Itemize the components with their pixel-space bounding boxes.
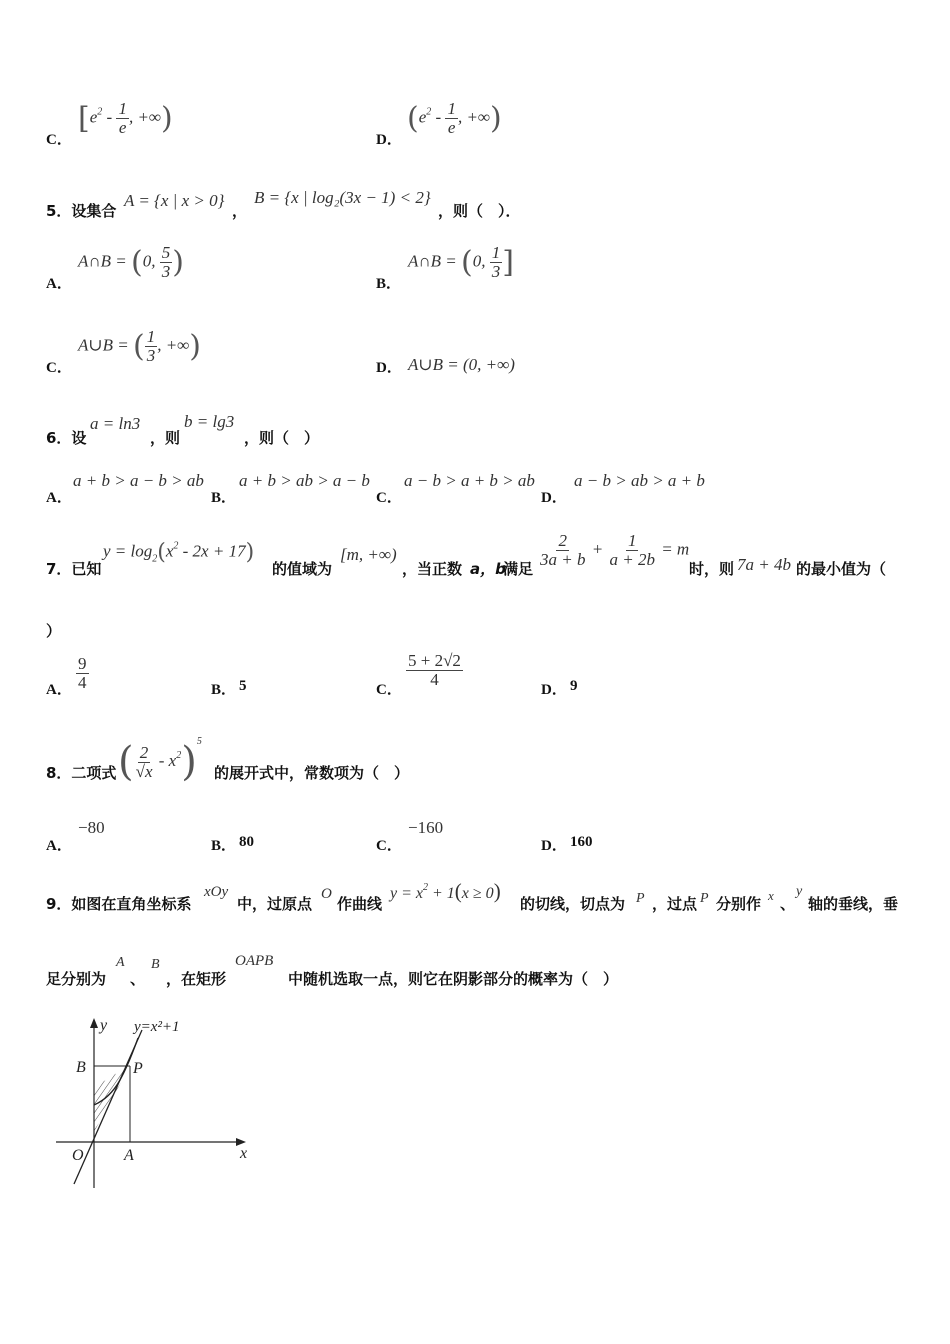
q9-o: O (321, 886, 332, 902)
q7-range: [m, +∞) (340, 545, 397, 564)
q9-p1: P (636, 891, 645, 906)
q6-option-b-expr: a + b > ab > a − b (239, 471, 370, 490)
q9-y: y (796, 884, 803, 899)
q7-t2: ，当正数 (402, 560, 463, 578)
q7-t4: 时，则 (689, 560, 735, 578)
q5-option-c-expr: A∪B = ( $\frac{1}{3}$ , +∞) (78, 327, 202, 365)
q4-option-c-expr: [$e^2$ - $\frac{1}{e}$ , +∞) (78, 99, 173, 137)
q7-option-a-label: A． (46, 682, 72, 698)
q6-option-d-expr: a − b > ab > a + b (574, 471, 705, 490)
q6-option-c-label: C． (376, 490, 402, 506)
q6-option-c-expr: a − b > a + b > ab (404, 471, 535, 490)
q9-b: B (151, 957, 160, 972)
figure-curve-label: y=x²+1 (134, 1019, 180, 1035)
q9-x: x (768, 888, 774, 903)
y-axis-arrow (90, 1018, 98, 1028)
q6-b-def: b = lg3 (184, 412, 235, 431)
q5-option-d-expr: A∪B = (0, +∞) (408, 355, 515, 374)
figure-b-label: B (76, 1059, 86, 1076)
q8-option-c-label: C． (376, 838, 402, 854)
q9-t11: 中随机选取一点，则它在阴影部分的概率为（ ） (288, 970, 619, 988)
q4-option-d-label: D． (376, 132, 402, 148)
q7-target: 7a + 4b (737, 555, 791, 574)
q9-curve: $y = x^2 + 1(x \ge 0)$ (390, 879, 501, 903)
q9-t8: 足分别为 (46, 970, 107, 988)
q7-t5: 的最小值为（ (796, 560, 887, 578)
q9-p2: P (700, 891, 709, 906)
q4-option-d-expr: ($e^2$ - $\frac{1}{e}$ , +∞) (407, 99, 502, 137)
figure-o-label: O (72, 1147, 84, 1164)
q5-set-b: B = {x | log₂(3x − 1) < 2} (254, 188, 431, 207)
q6-option-d-label: D． (541, 490, 567, 506)
q5-tail: ，则（ ）． (438, 202, 521, 220)
q5-option-a-expr: A∩B = (0, $\frac{5}{3}$ ) (78, 243, 184, 281)
q7-option-a-expr: $\frac{9}{4}$ (78, 654, 87, 692)
q6-tail: ，则（ ） (244, 429, 320, 447)
q9-t10: ，在矩形 (166, 970, 227, 988)
q8-option-a-expr: −80 (78, 818, 105, 837)
q5-number: 5．设集合 (46, 202, 117, 220)
q6-option-b-label: B． (211, 490, 237, 506)
q7-t6: ） (46, 622, 62, 640)
figure-x-axis-label: x (240, 1145, 248, 1162)
q9-t2: 作曲线 (337, 895, 383, 913)
q8-number: 8．二项式 (46, 764, 117, 782)
figure-p-label: P (133, 1060, 143, 1077)
q9-t6: 、 (780, 895, 796, 913)
q7-t1: 的值域为 (272, 560, 333, 578)
q9-figure (50, 1010, 260, 1195)
q9-t7: 轴的垂线，垂 (808, 895, 899, 913)
q9-t9: 、 (130, 970, 146, 988)
q8-option-a-label: A． (46, 838, 72, 854)
q6-option-a-expr: a + b > a − b > ab (73, 471, 204, 490)
q8-option-b-expr: 80 (239, 834, 254, 850)
q8-option-d-label: D． (541, 838, 567, 854)
q5-comma: ， (232, 202, 248, 220)
q8-expression: ( $\frac{2}{√x}$ - $x^2)^5$ (118, 736, 202, 786)
q5-option-b-expr: A∩B = (0, $\frac{1}{3}$ ] (408, 243, 514, 281)
q4-option-c-label: C． (46, 132, 72, 148)
q9-t1: 中，过原点 (237, 895, 313, 913)
q5-option-a-label: A． (46, 276, 72, 292)
q6-number: 6．设 (46, 429, 87, 447)
q8-option-c-expr: −160 (408, 818, 444, 837)
q7-option-d-label: D． (541, 682, 567, 698)
q8-option-d-expr: 160 (570, 834, 593, 850)
figure-y-axis-label: y (100, 1017, 108, 1034)
q9-a: A (116, 955, 125, 970)
q7-option-b-expr: 5 (239, 678, 247, 694)
q6-a-def: a = ln3 (90, 414, 141, 433)
q7-ab: a，b (470, 560, 506, 578)
q5-option-d-label: D． (376, 360, 402, 376)
q9-t3: 的切线，切点为 (520, 895, 626, 913)
q8-option-b-label: B． (211, 838, 237, 854)
q7-number: 7．已知 (46, 560, 102, 578)
q9-rect: OAPB (235, 953, 274, 969)
q7-option-b-label: B． (211, 682, 237, 698)
q9-number: 9．如图在直角坐标系 (46, 895, 192, 913)
figure-a-label: A (124, 1147, 134, 1164)
q7-option-d-expr: 9 (570, 678, 578, 694)
q6-option-a-label: A． (46, 490, 72, 506)
q5-option-c-label: C． (46, 360, 72, 376)
q7-t3: 满足 (503, 560, 534, 578)
q7-condition: $\frac{2}{3a + b}$ + $\frac{1}{a + 2b}$ = m (540, 531, 690, 569)
q6-mid: ，则 (150, 429, 181, 447)
q9-t5: 分别作 (716, 895, 762, 913)
q7-function: $y = \log_2(x^2 - 2x + 17)$ (103, 540, 255, 565)
q9-xoy: xOy (204, 884, 229, 900)
q9-t4: ，过点 (652, 895, 698, 913)
q7-option-c-expr: $\frac{5 + 2√2}{4}$ (408, 651, 461, 689)
q5-option-b-label: B． (376, 276, 402, 292)
q5-set-a: A = {x | x > 0} (124, 191, 225, 210)
q7-option-c-label: C． (376, 682, 402, 698)
q8-tail: 的展开式中，常数项为（ ） (214, 764, 410, 782)
